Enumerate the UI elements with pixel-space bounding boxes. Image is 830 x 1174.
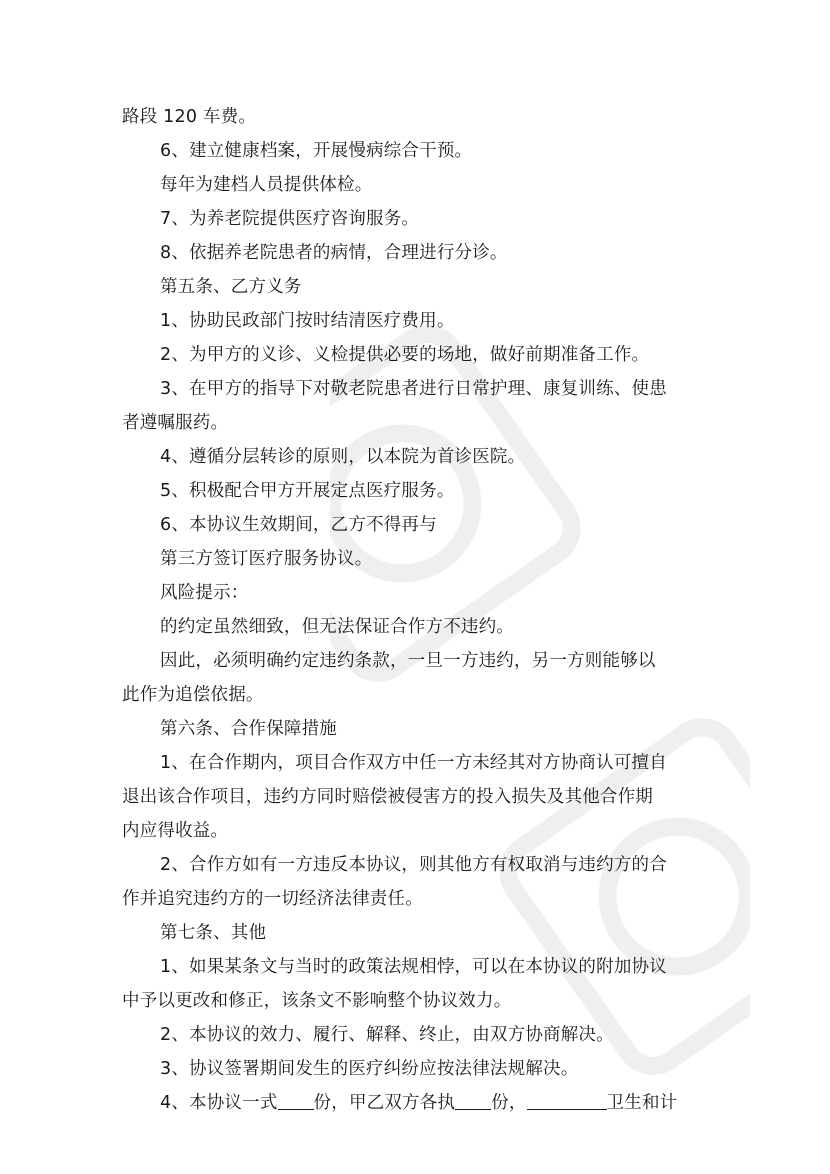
text-line: 中予以更改和修正，该条文不影响整个协议效力。 <box>122 991 512 1011</box>
text-line: 第三方签订医疗服务协议。 <box>160 549 373 569</box>
text-line: 第六条、合作保障措施 <box>160 719 337 739</box>
final-clause-part-4: 卫生和计 <box>606 1093 678 1113</box>
text-line: 2、本协议的效力、履行、解释、终止，由双方协商解决。 <box>160 1025 614 1045</box>
text-line: 作并追究违约方的一切经济法律责任。 <box>122 889 423 909</box>
text-line: 第七条、其他 <box>160 923 267 943</box>
text-line: 1、在合作期内，项目合作双方中任一方未经其对方协商认可擅自 <box>160 753 667 773</box>
final-clause-part-2: 份，甲乙双方各执 <box>313 1093 456 1113</box>
text-line: 路段 120 车费。 <box>122 107 257 127</box>
text-line: 7、为养老院提供医疗咨询服务。 <box>160 209 420 229</box>
text-line: 第五条、乙方义务 <box>160 277 302 297</box>
text-line: 6、建立健康档案，开展慢病综合干预。 <box>160 141 473 161</box>
text-line: 2、为甲方的义诊、义检提供必要的场地，做好前期准备工作。 <box>160 345 650 365</box>
text-line: 的约定虽然细致，但无法保证合作方不违约。 <box>160 617 514 637</box>
final-clause-part-1: 4、本协议一式 <box>160 1093 278 1113</box>
text-line: 2、合作方如有一方违反本协议，则其他方有权取消与违约方的合 <box>160 855 667 875</box>
text-line: 每年为建档人员提供体检。 <box>160 175 373 195</box>
text-line: 3、在甲方的指导下对敬老院患者进行日常护理、康复训练、使患 <box>160 379 667 399</box>
final-clause-part-3: 份， <box>491 1093 527 1113</box>
text-line: 因此，必须明确约定违约条款，一旦一方违约，另一方则能够以 <box>160 651 656 671</box>
text-line: 内应得收益。 <box>122 821 229 841</box>
copies-total-blank <box>278 1089 314 1110</box>
text-line: 退出该合作项目，违约方同时赔偿被侵害方的投入损失及其他合作期 <box>122 787 653 807</box>
text-line: 8、依据养老院患者的病情，合理进行分诊。 <box>160 243 508 263</box>
text-line: 者遵嘱服药。 <box>122 413 229 433</box>
authority-name-blank <box>527 1089 607 1110</box>
text-line: 1、如果某条文与当时的政策法规相悖，可以在本协议的附加协议 <box>160 957 667 977</box>
document-body <box>122 100 712 1120</box>
text-line: 6、本协议生效期间，乙方不得再与 <box>160 515 437 535</box>
text-line: 风险提示： <box>160 583 249 603</box>
text-line: 4、遵循分层转诊的原则，以本院为首诊医院。 <box>160 447 526 467</box>
text-line: 此作为追偿依据。 <box>122 685 264 705</box>
text-line: 1、协助民政部门按时结清医疗费用。 <box>160 311 455 331</box>
copies-each-blank <box>455 1089 491 1110</box>
paragraph-lines <box>122 100 712 1086</box>
final-clause-line <box>122 1086 712 1120</box>
text-line: 3、协议签署期间发生的医疗纠纷应按法律法规解决。 <box>160 1059 579 1079</box>
text-line: 5、积极配合甲方开展定点医疗服务。 <box>160 481 455 501</box>
